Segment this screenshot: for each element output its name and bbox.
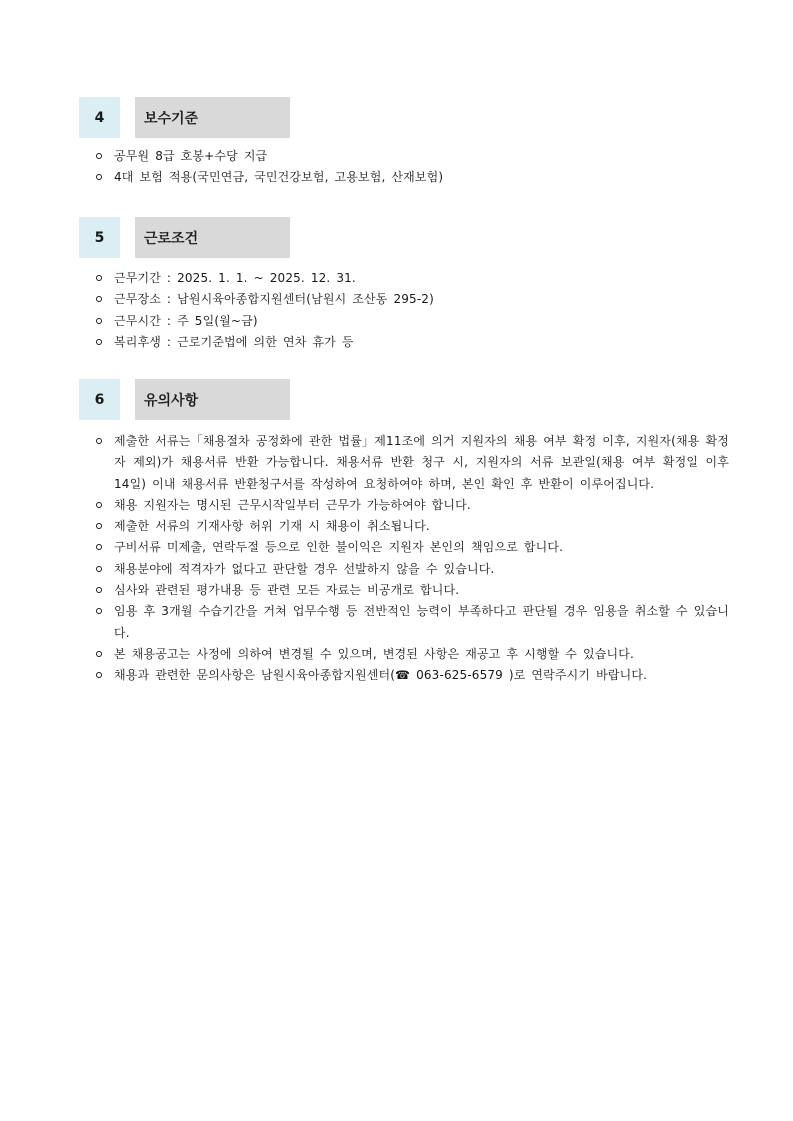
list-item: 임용 후 3개월 수습기간을 거쳐 업무수행 등 전반적인 능력이 부족하다고 판단될 경우 임용을 취소할 수 있습니다. (79, 601, 729, 644)
list-item: 채용분야에 적격자가 없다고 판단할 경우 선발하지 않을 수 있습니다. (79, 559, 729, 580)
section-header (79, 217, 729, 258)
circle-bullet-icon (96, 318, 102, 324)
list-item: 4대 보험 적용(국민연금, 국민건강보험, 고용보험, 산재보험) (79, 167, 729, 188)
circle-bullet-icon (96, 651, 102, 657)
item-list (79, 268, 729, 353)
section-header (79, 379, 729, 420)
circle-bullet-icon (96, 566, 102, 572)
list-item: 본 채용공고는 사정에 의하여 변경될 수 있으며, 변경된 사항은 재공고 후 시행할 수 있습니다. (79, 644, 729, 665)
circle-bullet-icon (96, 174, 102, 180)
section-title (135, 217, 290, 258)
section-title (135, 97, 290, 138)
circle-bullet-icon (96, 275, 102, 281)
list-item: 제출한 서류의 기재사항 허위 기재 시 채용이 취소됩니다. (79, 516, 729, 537)
list-item: 근무시간 : 주 5일(월~금) (79, 311, 729, 332)
circle-bullet-icon (96, 339, 102, 345)
circle-bullet-icon (96, 296, 102, 302)
section-title-text: 유의사항 (144, 392, 199, 409)
list-item: 제출한 서류는「채용절차 공정화에 관한 법률」제11조에 의거 지원자의 채용 여부 확정 이후, 지원자(채용 확정자 제외)가 채용서류 반환 가능합니다. 채용서류 반환 청구 시, 지원자의 서류 보관일(채용 여부 확정일 이후 14일) 이내 채용서류 반환청구서를 작성하여 요청하여야 하며, 본인 확인 후 반환이 이루어집니다. (79, 431, 729, 495)
section-title-text: 보수기준 (144, 110, 199, 127)
list-item: 구비서류 미제출, 연락두절 등으로 인한 불이익은 지원자 본인의 책임으로 합니다. (79, 537, 729, 558)
circle-bullet-icon (96, 438, 102, 444)
section-notes (79, 379, 729, 687)
list-item: 복리후생 : 근로기준법에 의한 연차 휴가 등 (79, 332, 729, 353)
circle-bullet-icon (96, 608, 102, 614)
circle-bullet-icon (96, 672, 102, 678)
circle-bullet-icon (96, 587, 102, 593)
list-item: 공무원 8급 호봉+수당 지급 (79, 146, 729, 167)
section-number: 6 (79, 379, 120, 420)
list-item: 근무장소 : 남원시육아종합지원센터(남원시 조산동 295-2) (79, 289, 729, 310)
section-header (79, 97, 729, 138)
list-item: 채용과 관련한 문의사항은 남원시육아종합지원센터(☎ 063-625-6579 )로 연락주시기 바랍니다. (79, 665, 729, 686)
section-work-conditions (79, 217, 729, 353)
circle-bullet-icon (96, 544, 102, 550)
section-number: 5 (79, 217, 120, 258)
item-list (79, 431, 729, 687)
list-item: 근무기간 : 2025. 1. 1. ~ 2025. 12. 31. (79, 268, 729, 289)
circle-bullet-icon (96, 153, 102, 159)
list-item: 심사와 관련된 평가내용 등 관련 모든 자료는 비공개로 합니다. (79, 580, 729, 601)
section-title (135, 379, 290, 420)
circle-bullet-icon (96, 502, 102, 508)
section-title-text: 근로조건 (144, 230, 199, 247)
item-list (79, 146, 729, 189)
circle-bullet-icon (96, 523, 102, 529)
section-pay-standard (79, 97, 729, 189)
section-number: 4 (79, 97, 120, 138)
list-item: 채용 지원자는 명시된 근무시작일부터 근무가 가능하여야 합니다. (79, 495, 729, 516)
